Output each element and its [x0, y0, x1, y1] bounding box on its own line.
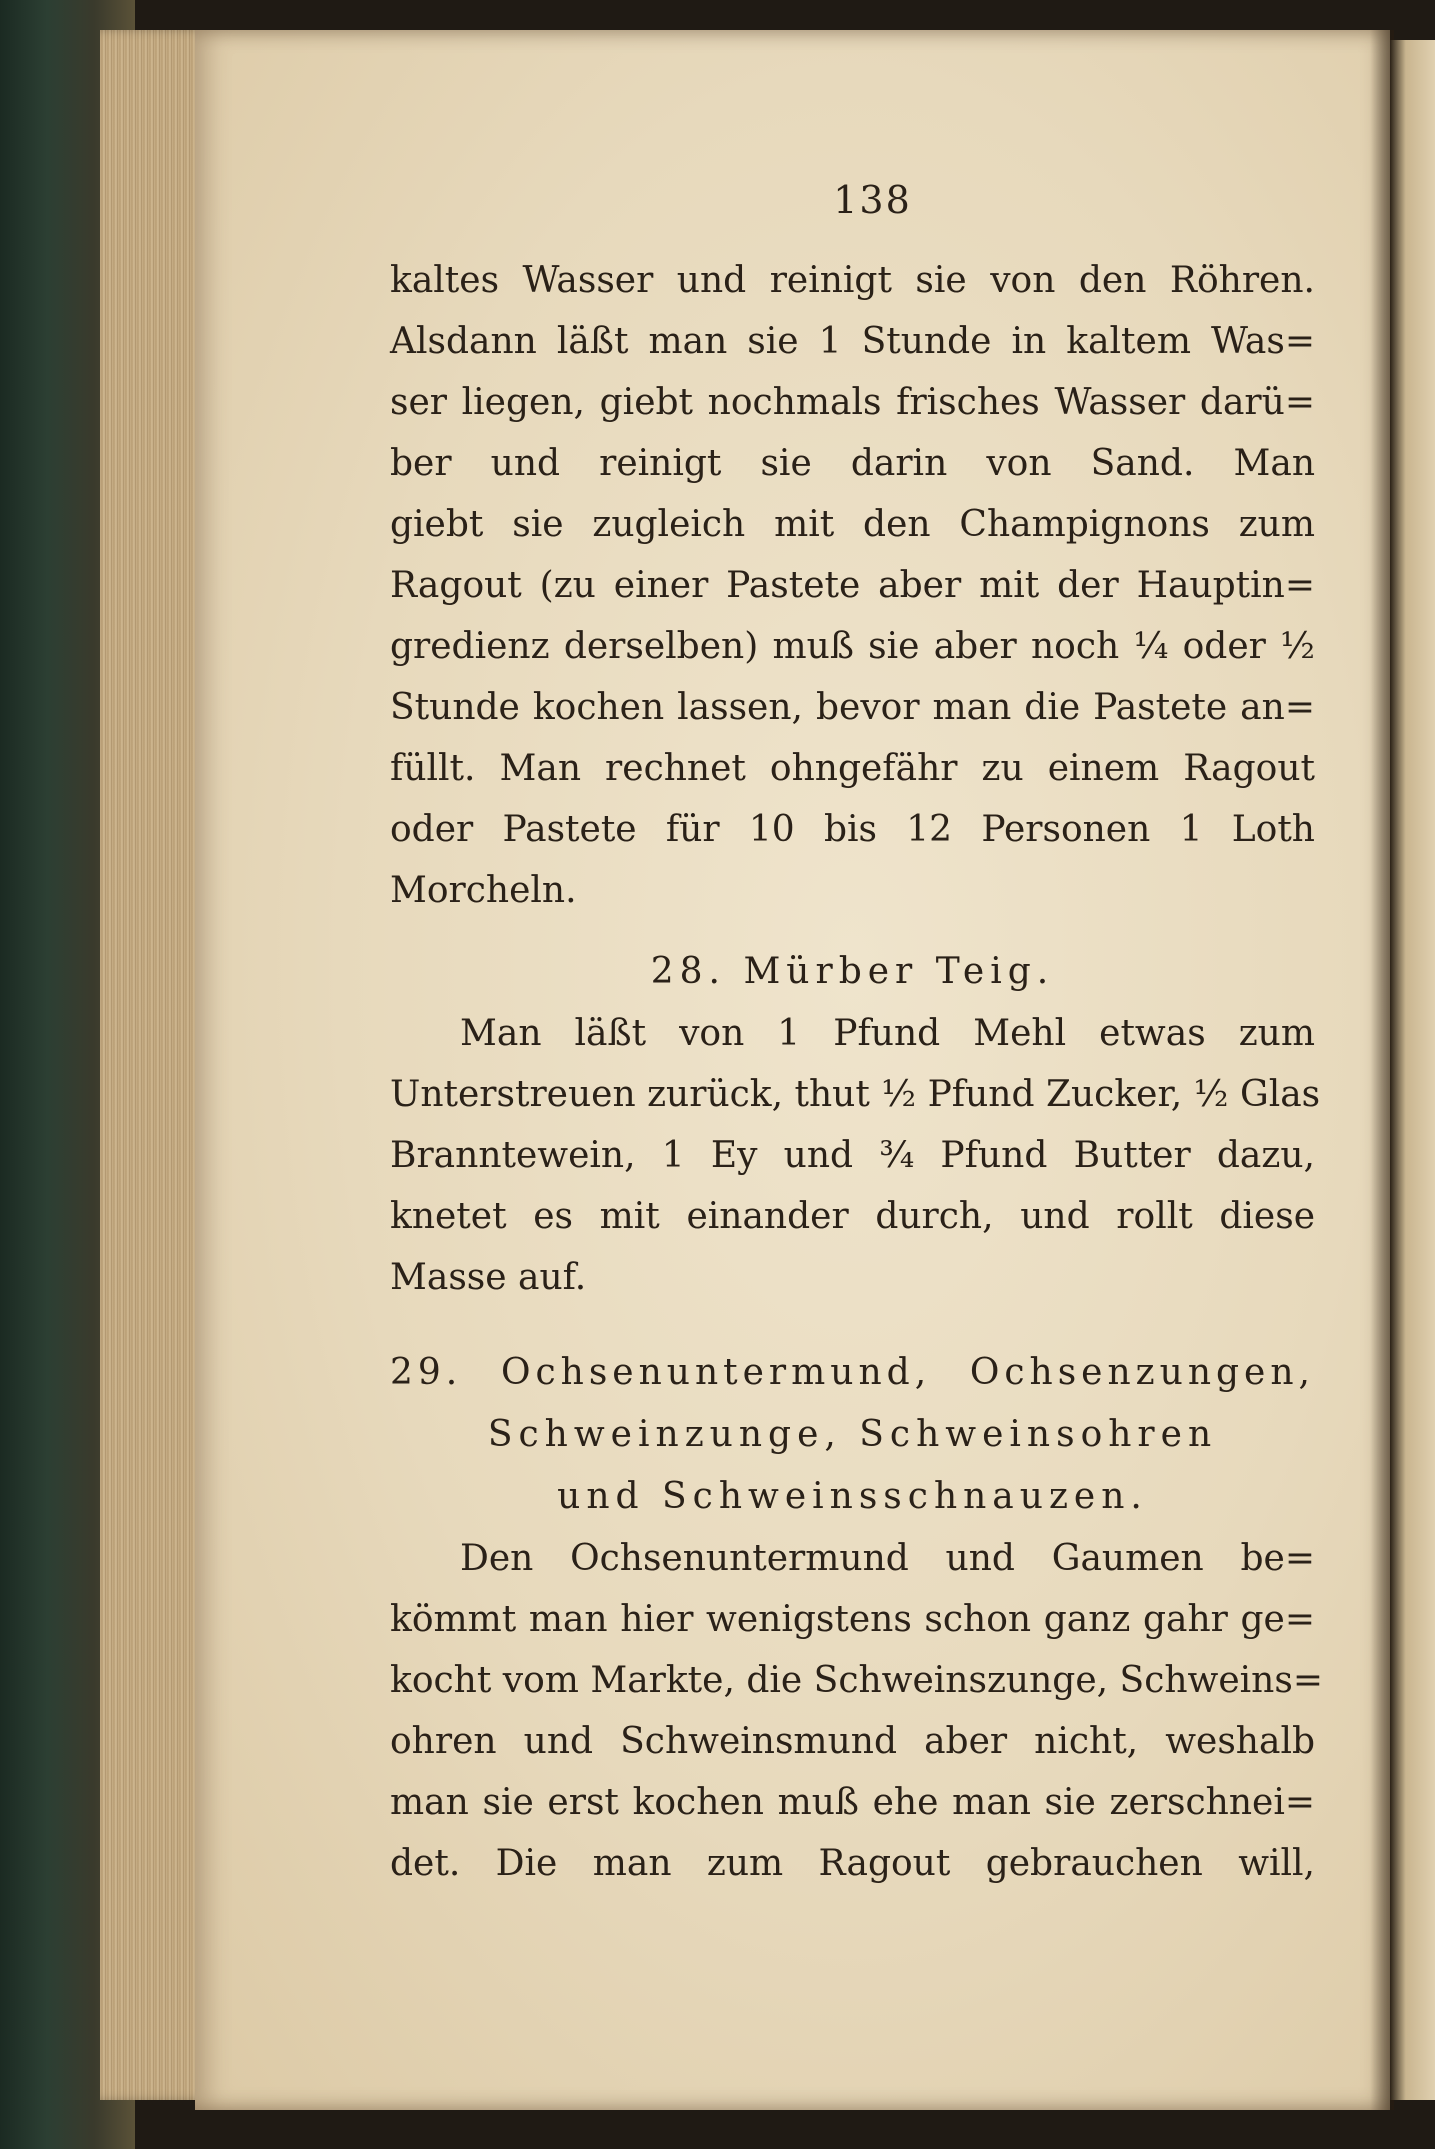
text-line: Unterstreuen zurück, thut ½ Pfund Zucker, ½ Glas	[390, 1074, 1321, 1115]
text-line: Man läßt von 1 Pfund Mehl etwas zum	[460, 1013, 1315, 1054]
text-line: det. Die man zum Ragout gebrauchen will,	[390, 1843, 1315, 1884]
page-edges	[100, 30, 210, 2100]
heading-line: Schweinzunge, Schweinsohren	[487, 1414, 1218, 1455]
text-line: kocht vom Markte, die Schweinszunge, Schweins=	[390, 1660, 1323, 1701]
text-line: ser liegen, giebt nochmals frisches Wasser darü=	[390, 382, 1315, 423]
text-line: gredienz derselben) muß sie aber noch ¼ oder ½	[390, 626, 1315, 667]
section-heading-28: 28. Mürber Teig.	[650, 951, 1055, 992]
text-line: oder Pastete für 10 bis 12 Personen 1 Loth	[390, 809, 1315, 850]
section-heading-29	[390, 1342, 1315, 1528]
page-number: 138	[833, 178, 912, 222]
page-content	[390, 170, 1323, 1894]
heading-line: und Schweinsschnauzen.	[557, 1476, 1148, 1517]
text-line: kömmt man hier wenigstens schon ganz gahr ge=	[390, 1599, 1315, 1640]
text-line: ohren und Schweinsmund aber nicht, weshalb	[390, 1721, 1315, 1762]
section-29-body	[390, 1528, 1323, 1894]
paragraph-continued	[390, 250, 1315, 921]
text-line: knetet es mit einander durch, und rollt diese	[390, 1196, 1315, 1237]
text-line: Morcheln.	[390, 870, 577, 911]
section-28-body	[390, 1003, 1321, 1308]
heading-line: 29. Ochsenuntermund, Ochsenzungen,	[390, 1352, 1315, 1393]
text-line: man sie erst kochen muß ehe man sie zerschnei=	[390, 1782, 1315, 1823]
text-line: ber und reinigt sie darin von Sand. Man	[390, 443, 1315, 484]
text-line: füllt. Man rechnet ohngefähr zu einem Ragout	[390, 748, 1315, 789]
text-line: Masse auf.	[390, 1257, 587, 1298]
text-line: Stunde kochen lassen, bevor man die Pastete an=	[390, 687, 1315, 728]
text-line: Den Ochsenuntermund und Gaumen be=	[460, 1538, 1315, 1579]
facing-page-edge	[1390, 40, 1435, 2100]
text-line: Ragout (zu einer Pastete aber mit der Hauptin=	[390, 565, 1315, 606]
text-line: kaltes Wasser und reinigt sie von den Röhren.	[390, 260, 1315, 301]
text-line: Alsdann läßt man sie 1 Stunde in kaltem Was=	[390, 321, 1315, 362]
text-line: giebt sie zugleich mit den Champignons zum	[390, 504, 1315, 545]
text-line: Branntewein, 1 Ey und ¾ Pfund Butter dazu,	[390, 1135, 1315, 1176]
